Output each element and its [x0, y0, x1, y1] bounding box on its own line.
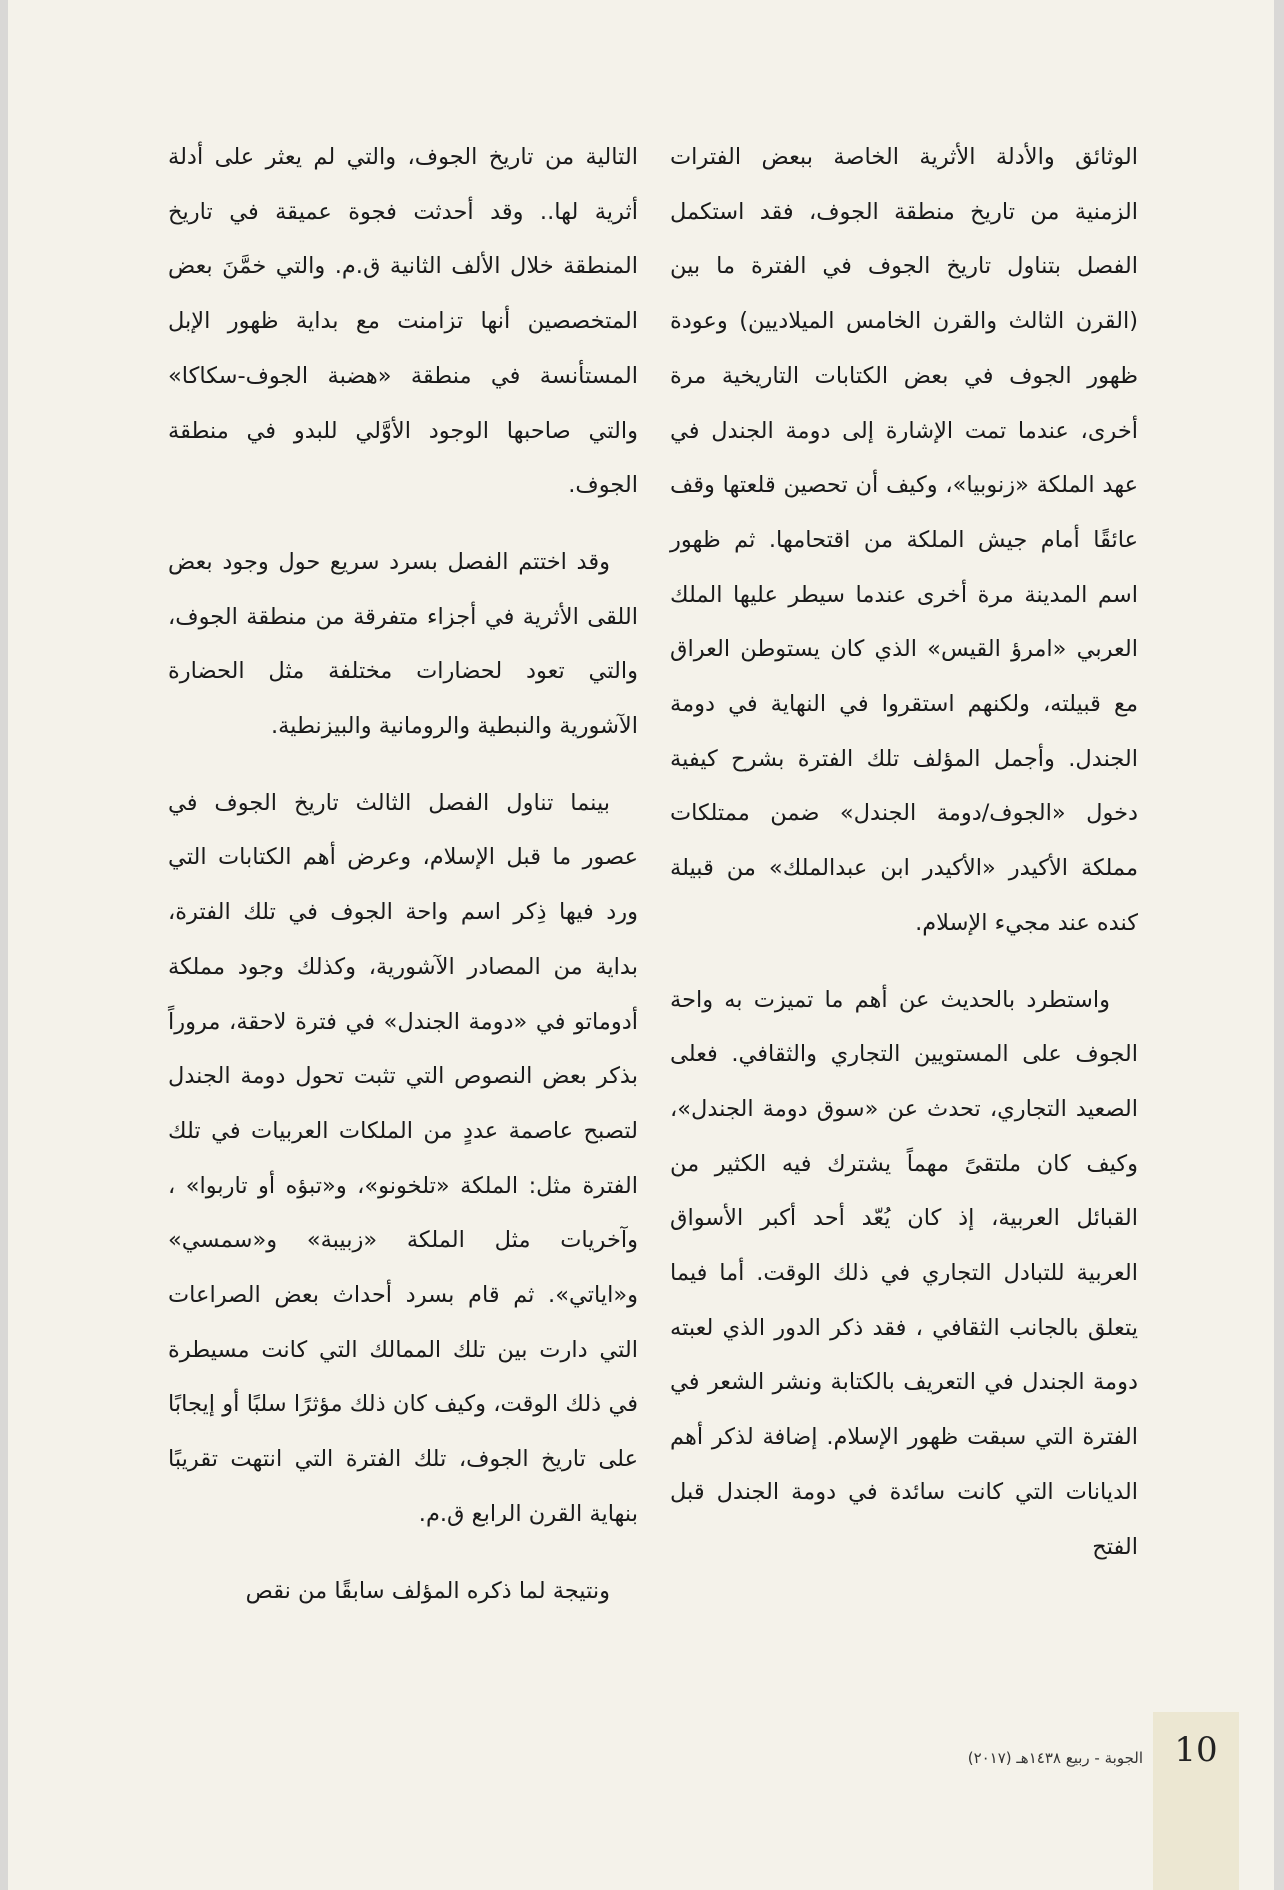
- magazine-issue-footer: الجوبة - ربيع ١٤٣٨هـ (٢٠١٧): [967, 1749, 1143, 1767]
- paragraph: واستطرد بالحديث عن أهم ما تميزت به واحة الجوف على المستويين التجاري والثقافي. فعلى الصعيد التجاري، تحدث عن «سوق دومة الجندل»، وكيف كان ملتقىً مهماً يشترك فيه الكثير من القبائل العربية، إذ كان يُعّد أحد أكبر الأسواق العربية للتبادل التجاري في ذلك الوقت. أما فيما يتعلق بالجانب الثقافي ، فقد ذكر الدور الذي لعبته دومة الجندل في التعريف بالكتابة ونشر الشعر في الفترة التي سبقت ظهور الإسلام. إضافة لذكر أهم الديانات التي كانت سائدة في دومة الجندل قبل الفتح: [670, 986, 1138, 1560]
- paragraph: الوثائق والأدلة الأثرية الخاصة ببعض الفترات الزمنية من تاريخ منطقة الجوف، فقد استكمل الفصل بتناول تاريخ الجوف في الفترة ما بين (القرن الثالث والقرن الخامس الميلاديين) وعودة ظهور الجوف في بعض الكتابات التاريخية مرة أخرى، عندما تمت الإشارة إلى دومة الجندل في عهد الملكة «زنوبيا»، وكيف أن تحصين قلعتها وقف عائقًا أمام جيش الملكة من اقتحامها. ثم ظهور اسم المدينة مرة أخرى عندما سيطر عليها الملك العربي «امرؤ القيس» الذي كان يستوطن العراق مع قبيلته، ولكنهم استقروا في النهاية في دومة الجندل. وأجمل المؤلف تلك الفترة بشرح كيفية دخول «الجوف/دومة الجندل» ضمن ممتلكات مملكة الأكيدر «الأكيدر ابن عبدالملك» من قبيلة كنده عند مجيء الإسلام.: [670, 144, 1138, 936]
- page-number: 10: [1174, 1730, 1218, 1770]
- article-column-right: [168, 130, 638, 1618]
- magazine-page: [8, 0, 1274, 1890]
- paragraph: التالية من تاريخ الجوف، والتي لم يعثر على أدلة أثرية لها.. وقد أحدثت فجوة عميقة في تاريخ المنطقة خلال الألف الثانية ق.م. والتي خمَّنَ بعض المتخصصين أنها تزامنت مع بداية ظهور الإبل المستأنسة في منطقة «هضبة الجوف-سكاكا» والتي صاحبها الوجود الأوَّلي للبدو في منطقة الجوف.: [168, 144, 638, 499]
- paragraph: وقد اختتم الفصل بسرد سريع حول وجود بعض اللقى الأثرية في أجزاء متفرقة من منطقة الجوف، والتي تعود لحضارات مختلفة مثل الحضارة الآشورية والنبطية والرومانية والبيزنطية.: [168, 548, 638, 740]
- page-number-tab: [1153, 1712, 1239, 1890]
- paragraph: ونتيجة لما ذكره المؤلف سابقًا من نقص: [245, 1577, 610, 1604]
- paragraph: بينما تناول الفصل الثالث تاريخ الجوف في عصور ما قبل الإسلام، وعرض أهم الكتابات التي ورد فيها ذِكر اسم واحة الجوف في تلك الفترة، بداية من المصادر الآشورية، وكذلك وجود مملكة أدوماتو في «دومة الجندل» في فترة لاحقة، مروراً بذكر بعض النصوص التي تثبت تحول دومة الجندل لتصبح عاصمة عددٍ من الملكات العربيات في تلك الفترة مثل: الملكة «تلخونو»، و«تبؤه أو تاربوا» ، وآخريات مثل الملكة «زبيبة» و«سمسي» و«اياتي». ثم قام بسرد أحداث بعض الصراعات التي دارت بين تلك الممالك التي كانت مسيطرة في ذلك الوقت، وكيف كان ذلك مؤثرًا سلبًا أو إيجابًا على تاريخ الجوف، تلك الفترة التي انتهت تقريبًا بنهاية القرن الرابع ق.م.: [168, 789, 638, 1527]
- article-column-left: [670, 130, 1138, 1618]
- article-columns: [168, 130, 1138, 1618]
